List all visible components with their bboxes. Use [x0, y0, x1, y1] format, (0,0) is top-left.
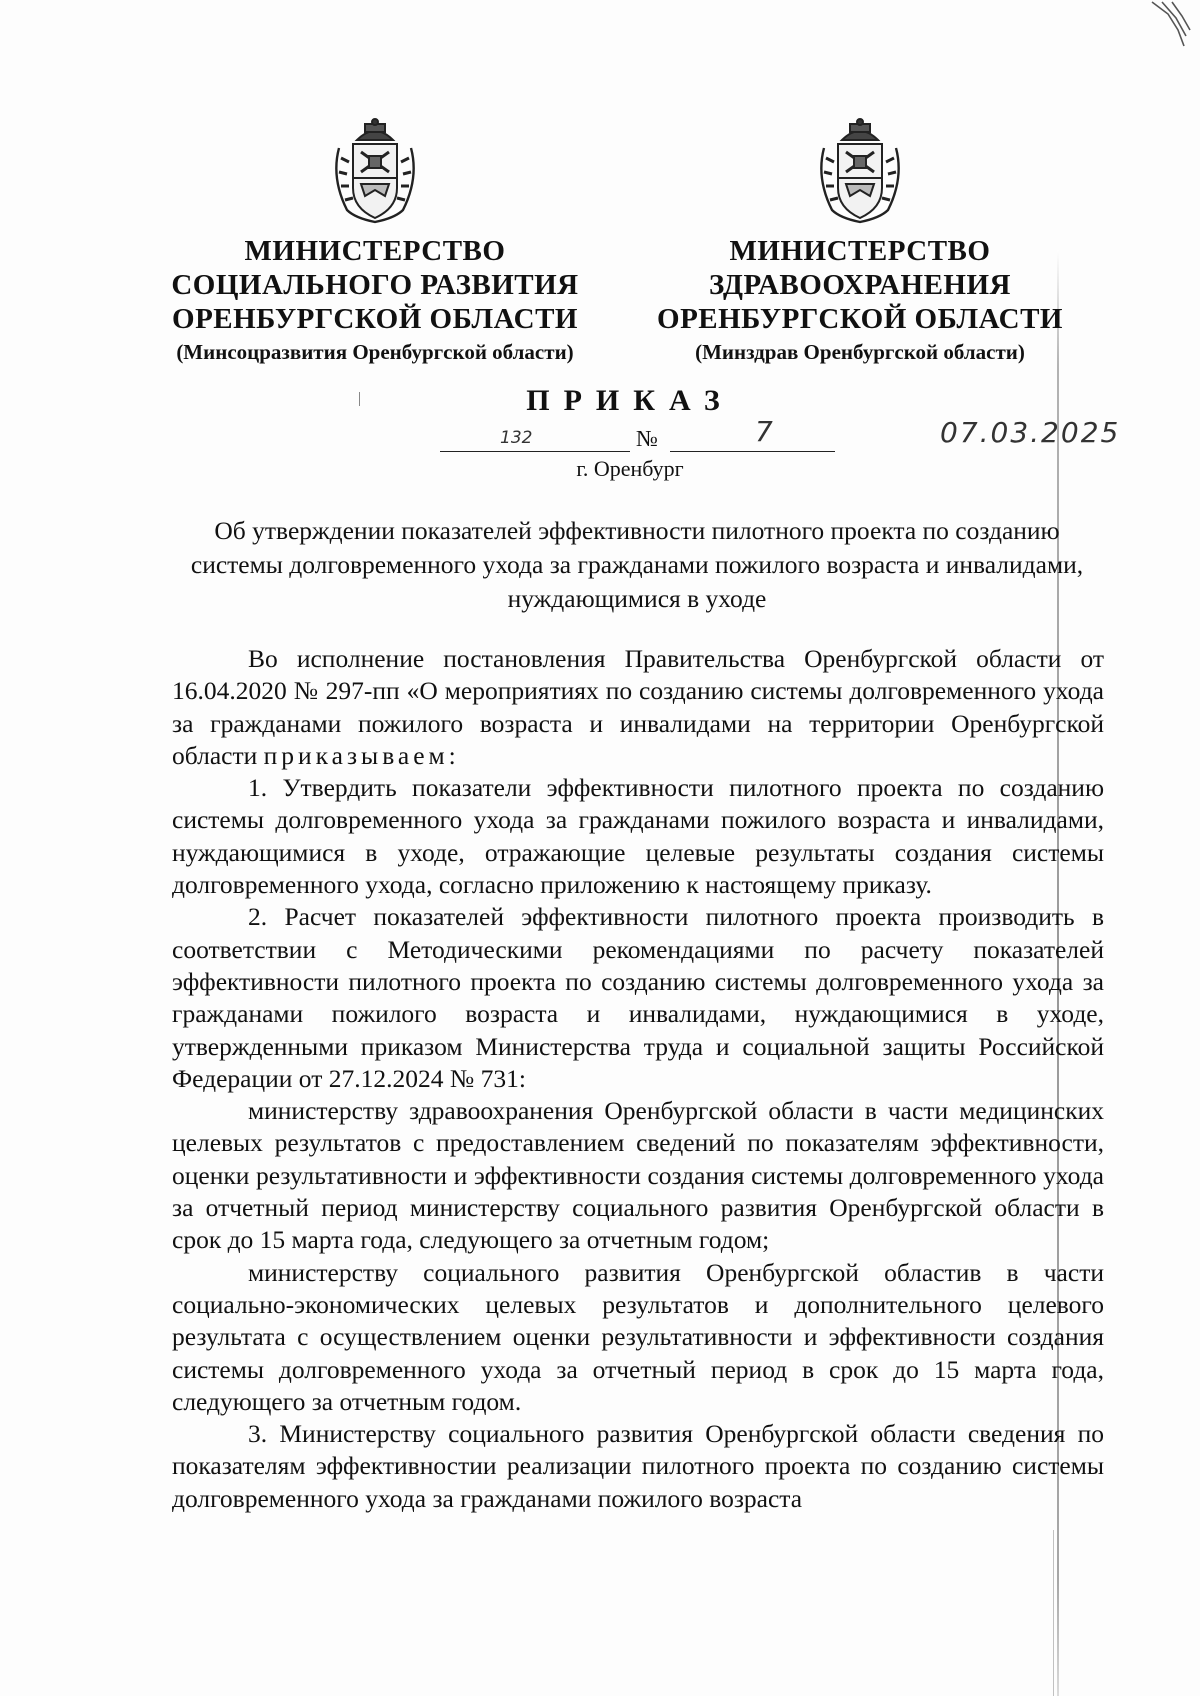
ministry-name-line-2: СОЦИАЛЬНОГО РАЗВИТИЯ	[171, 269, 579, 301]
orenburg-coat-of-arms-icon	[325, 118, 425, 228]
ministry-name-line-1: МИНИСТЕРСТВО	[244, 235, 506, 267]
order-city: г. Оренбург	[576, 456, 684, 481]
item-2-paragraph: 2. Расчет показателей эффективности пилотного проекта производить в соответствии с Методическими рекомендациями по расчету показателей эффективности пилотного проекта по созданию системы долговременного ухода за гражданами пожилого возраста и инвалидами, нуждающимися в уходе, утвержденными приказом Министерства труда и социальной защиты Российской Федерации от 27.12.2024 № 731:	[172, 902, 1104, 1093]
ministry-name-line-2: ЗДРАВООХРАНЕНИЯ	[709, 269, 1011, 301]
order-title: ПРИКАЗ	[526, 384, 734, 417]
ministry-name-line-1: МИНИСТЕРСТВО	[729, 235, 991, 267]
order-body	[172, 643, 1104, 1515]
handwritten-order-number: 7	[755, 415, 773, 448]
handwritten-date: 07.03.2025	[940, 416, 1121, 449]
order-word: приказываем:	[263, 740, 460, 770]
item-2-social-paragraph: министерству социального развития Оренбургской областив в части социально-экономических целевых результатов и дополнительного целевого результата с осуществлением оценки результативности и эффективности создания системы долговременного ухода за отчетный период в срок до 15 марта года, следующего за отчетным годом.	[172, 1257, 1104, 1416]
ministry-health	[655, 118, 1065, 366]
number-sign: №	[636, 426, 658, 451]
ministry-short-name: (Минздрав Оренбургской области)	[695, 340, 1025, 364]
ministry-name-line-3: ОРЕНБУРГСКОЙ ОБЛАСТИ	[657, 303, 1063, 335]
item-1-paragraph: 1. Утвердить показатели эффективности пилотного проекта по созданию системы долговременного ухода за гражданами пожилого возраста и инвалидами, нуждающимися в уходе, отражающие целевые результаты создания системы долговременного ухода, согласно приложению к настоящему приказу.	[172, 773, 1104, 900]
preamble-text: Во исполнение постановления Правительства Оренбургской области от 16.04.2020 № 297-пп «О мероприятиях по созданию системы долговременного ухода за гражданами пожилого возраста и инвалидами на территории Оренбургской области	[172, 644, 1104, 770]
ministry-name-line-3: ОРЕНБУРГСКОЙ ОБЛАСТИ	[172, 303, 578, 335]
scan-corner-artifact	[1148, 0, 1192, 60]
number-blank	[670, 451, 835, 452]
item-3-paragraph: 3. Министерству социального развития Оренбургской области сведения по показателям эффективностии реализации пилотного проекта по созданию системы долговременного ухода за гражданами пожилого возраста	[172, 1419, 1104, 1513]
ministry-short-name: (Минсоцразвития Оренбургской области)	[176, 340, 574, 364]
ministry-social-development	[140, 118, 610, 366]
registration-blank	[440, 451, 630, 452]
item-2-health-paragraph: министерству здравоохранения Оренбургской области в части медицинских целевых результатов с предоставлением сведений по показателям эффективности, оценки результативности и эффективности создания системы долговременного ухода за отчетный период министерству социального развития Оренбургской области в срок до 15 марта года, следующего за отчетным годом;	[172, 1096, 1104, 1255]
orenburg-coat-of-arms-icon	[810, 118, 910, 228]
preamble-paragraph	[172, 643, 1104, 772]
scan-fold-line-lower	[1053, 1530, 1054, 1696]
order-subject: Об утверждении показателей эффективности пилотного проекта по созданию системы долговременного ухода за гражданами пожилого возраста и инвалидами, нуждающимися в уходе	[190, 516, 1084, 613]
handwritten-registration: 132	[500, 428, 533, 448]
